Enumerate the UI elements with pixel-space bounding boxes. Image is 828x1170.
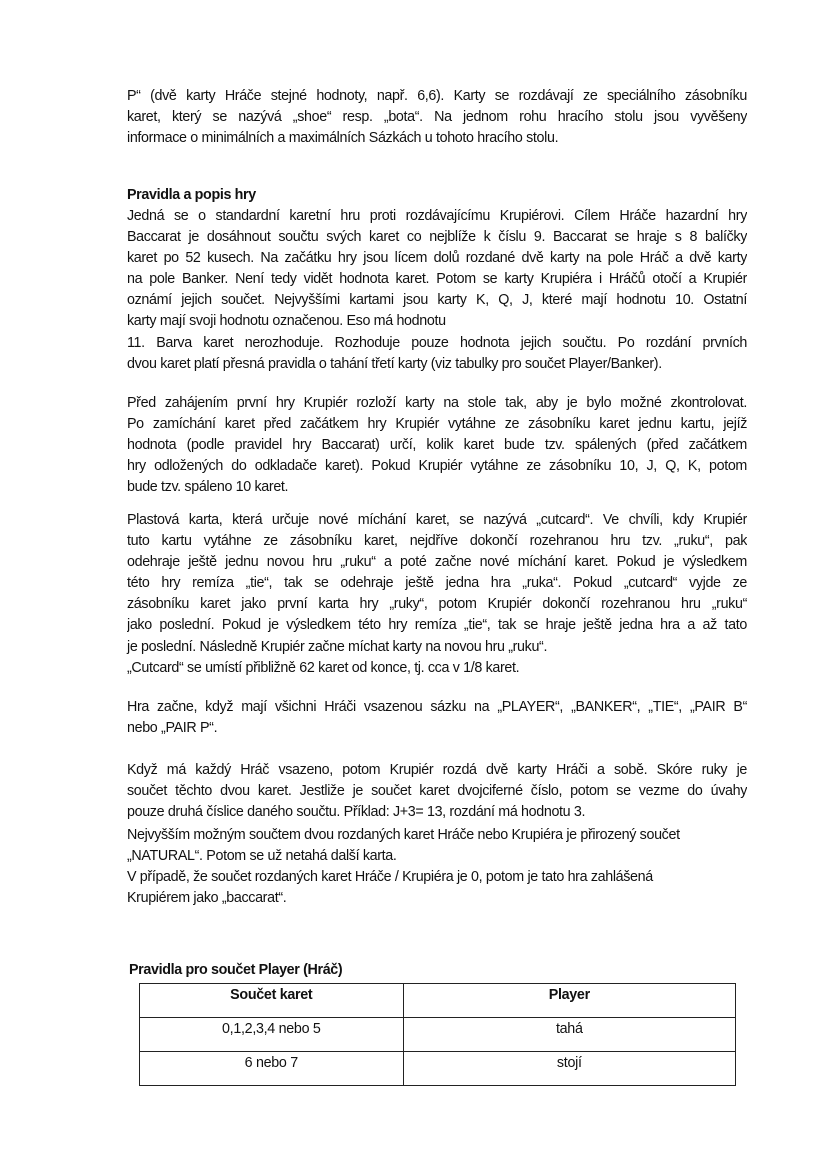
section-heading: Pravidla a popis hry (127, 187, 256, 203)
text-line: je poslední. Následně Krupiér začne míchat karty na novou hru „ruku“. (127, 638, 548, 655)
text-line: karty mají svoji hodnotu označenou. Eso má hodnotu (127, 313, 446, 330)
table-header-row (140, 984, 736, 1018)
text-line: odehraje ještě jednu novou hru „ruku“ a poté začne nové míchání karet. Pokud je výsledkem (127, 554, 747, 571)
text-line: „Cutcard“ se umístí přibližně 62 karet od konce, tj. cca v 1/8 karet. (127, 659, 520, 676)
text-line: karet, který se nazývá „shoe“ resp. „bota“. Na jednom rohu hracího stolu jsou vyvěšeny (127, 109, 747, 126)
text-line: Plastová karta, která určuje nové míchání karet, se nazývá „cutcard“. Ve chvíli, kdy Krupiér (127, 512, 747, 528)
text-line: Baccarat je dosáhnout součtu svých karet co nejblíže k číslu 9. Baccarat se hraje s 8 balíčky (127, 229, 747, 246)
column-header-player: Player (403, 984, 735, 1018)
text-line: pouze druhá číslice daného součtu. Příklad: J+3= 13, rozdání má hodnotu 3. (127, 804, 586, 821)
paragraph-burn-cards (127, 393, 747, 498)
paragraph-bets (127, 697, 747, 739)
cell-player-action: stojí (403, 1052, 735, 1086)
text-line: oznámí jejich součet. Nejvyššími kartami jsou karty K, Q, J, které mají hodnotu 10. Ostatní (127, 292, 747, 309)
player-table-title: Pravidla pro součet Player (Hráč) (129, 962, 343, 978)
paragraph-intro (127, 86, 747, 149)
text-line: Když má každý Hráč vsazeno, potom Krupiér rozdá dvě karty Hráči a sobě. Skóre ruky je (127, 762, 747, 778)
text-line: zásobníku karet jako první karta hry „ruky“, potom Krupiér dokončí rozehranou hru „ruku“ (127, 596, 747, 613)
text-line: hry odložených do odkladače karet). Pokud Krupiér vytáhne ze zásobníku 10, J, Q, K, potom (127, 458, 747, 475)
text-line: na pole Banker. Není tedy vidět hodnota karet. Potom se karty Krupiéra i Hráčů otočí a Krupiér (127, 271, 747, 288)
text-line: informace o minimálních a maximálních Sázkách u tohoto hracího stolu. (127, 130, 559, 147)
text-line: Po zamíchání karet před začátkem hry Krupiér vytáhne ze zásobníku karet jednu kartu, jejíž (127, 416, 747, 433)
text-line: hodnota (podle pravidel hry Baccarat) určí, kolik karet bude tzv. spálených (před začátkem (127, 437, 747, 454)
cell-card-sum: 0,1,2,3,4 nebo 5 (140, 1018, 404, 1052)
text-line: Jedná se o standardní karetní hru proti rozdávajícímu Krupiérovi. Cílem Hráče hazardní hry (127, 208, 747, 224)
table-row (140, 1018, 736, 1052)
text-line: tuto kartu vytáhne ze zásobníku karet, nejdříve dokončí rozehranou hru tzv. „ruku“, pak (127, 533, 747, 550)
text-line: „NATURAL“. Potom se už netahá další karta. (127, 848, 397, 865)
paragraph-natural (127, 825, 747, 909)
text-line: Před zahájením první hry Krupiér rozloží karty na stole tak, aby je bylo možné zkontrolovat. (127, 395, 747, 411)
text-line: této hry remíza „tie“, tak se odehraje ještě jedna hra „ruka“. Pokud „cutcard“ vyjde ze (127, 575, 747, 592)
text-line: bude tzv. spáleno 10 karet. (127, 479, 289, 496)
text-line: 11. Barva karet nerozhoduje. Rozhoduje pouze hodnota jejich součtu. Po rozdání prvních (127, 334, 747, 351)
paragraph-cutcard (127, 510, 747, 679)
text-line: jako poslední. Pokud je výsledkem této hry remíza „tie“, tak se hraje ještě jedna hra a až tato (127, 617, 747, 634)
column-header-card-sum: Součet karet (140, 984, 404, 1018)
cell-player-action: tahá (403, 1018, 735, 1052)
text-line: součet těchto dvou karet. Jestliže je součet karet dvojciferné číslo, potom se vezme do úvahy (127, 783, 747, 800)
paragraph-score (127, 760, 747, 823)
text-line: Krupiérem jako „baccarat“. (127, 890, 287, 907)
text-line: karet po 52 kusech. Na začátku hry jsou lícem dolů rozdané dvě karty na pole Hráč a dvě karty (127, 250, 747, 267)
paragraph-rules (127, 206, 747, 375)
text-line: V případě, že součet rozdaných karet Hráče / Krupiéra je 0, potom je tato hra zahlášená (127, 869, 653, 886)
text-line: P“ (dvě karty Hráče stejné hodnoty, např. 6,6). Karty se rozdávají ze speciálního zásobníku (127, 88, 747, 104)
text-line: Nejvyšším možným součtem dvou rozdaných karet Hráče nebo Krupiéra je přirozený součet (127, 827, 680, 843)
text-line: Hra začne, když mají všichni Hráči vsazenou sázku na „PLAYER“, „BANKER“, „TIE“, „PAIR B“ (127, 699, 747, 715)
table-row (140, 1052, 736, 1086)
player-rules-table (139, 983, 736, 1086)
text-line: dvou karet platí přesná pravidla o tahání třetí karty (viz tabulky pro součet Player/Banker). (127, 355, 662, 372)
text-line: nebo „PAIR P“. (127, 720, 218, 737)
cell-card-sum: 6 nebo 7 (140, 1052, 404, 1086)
